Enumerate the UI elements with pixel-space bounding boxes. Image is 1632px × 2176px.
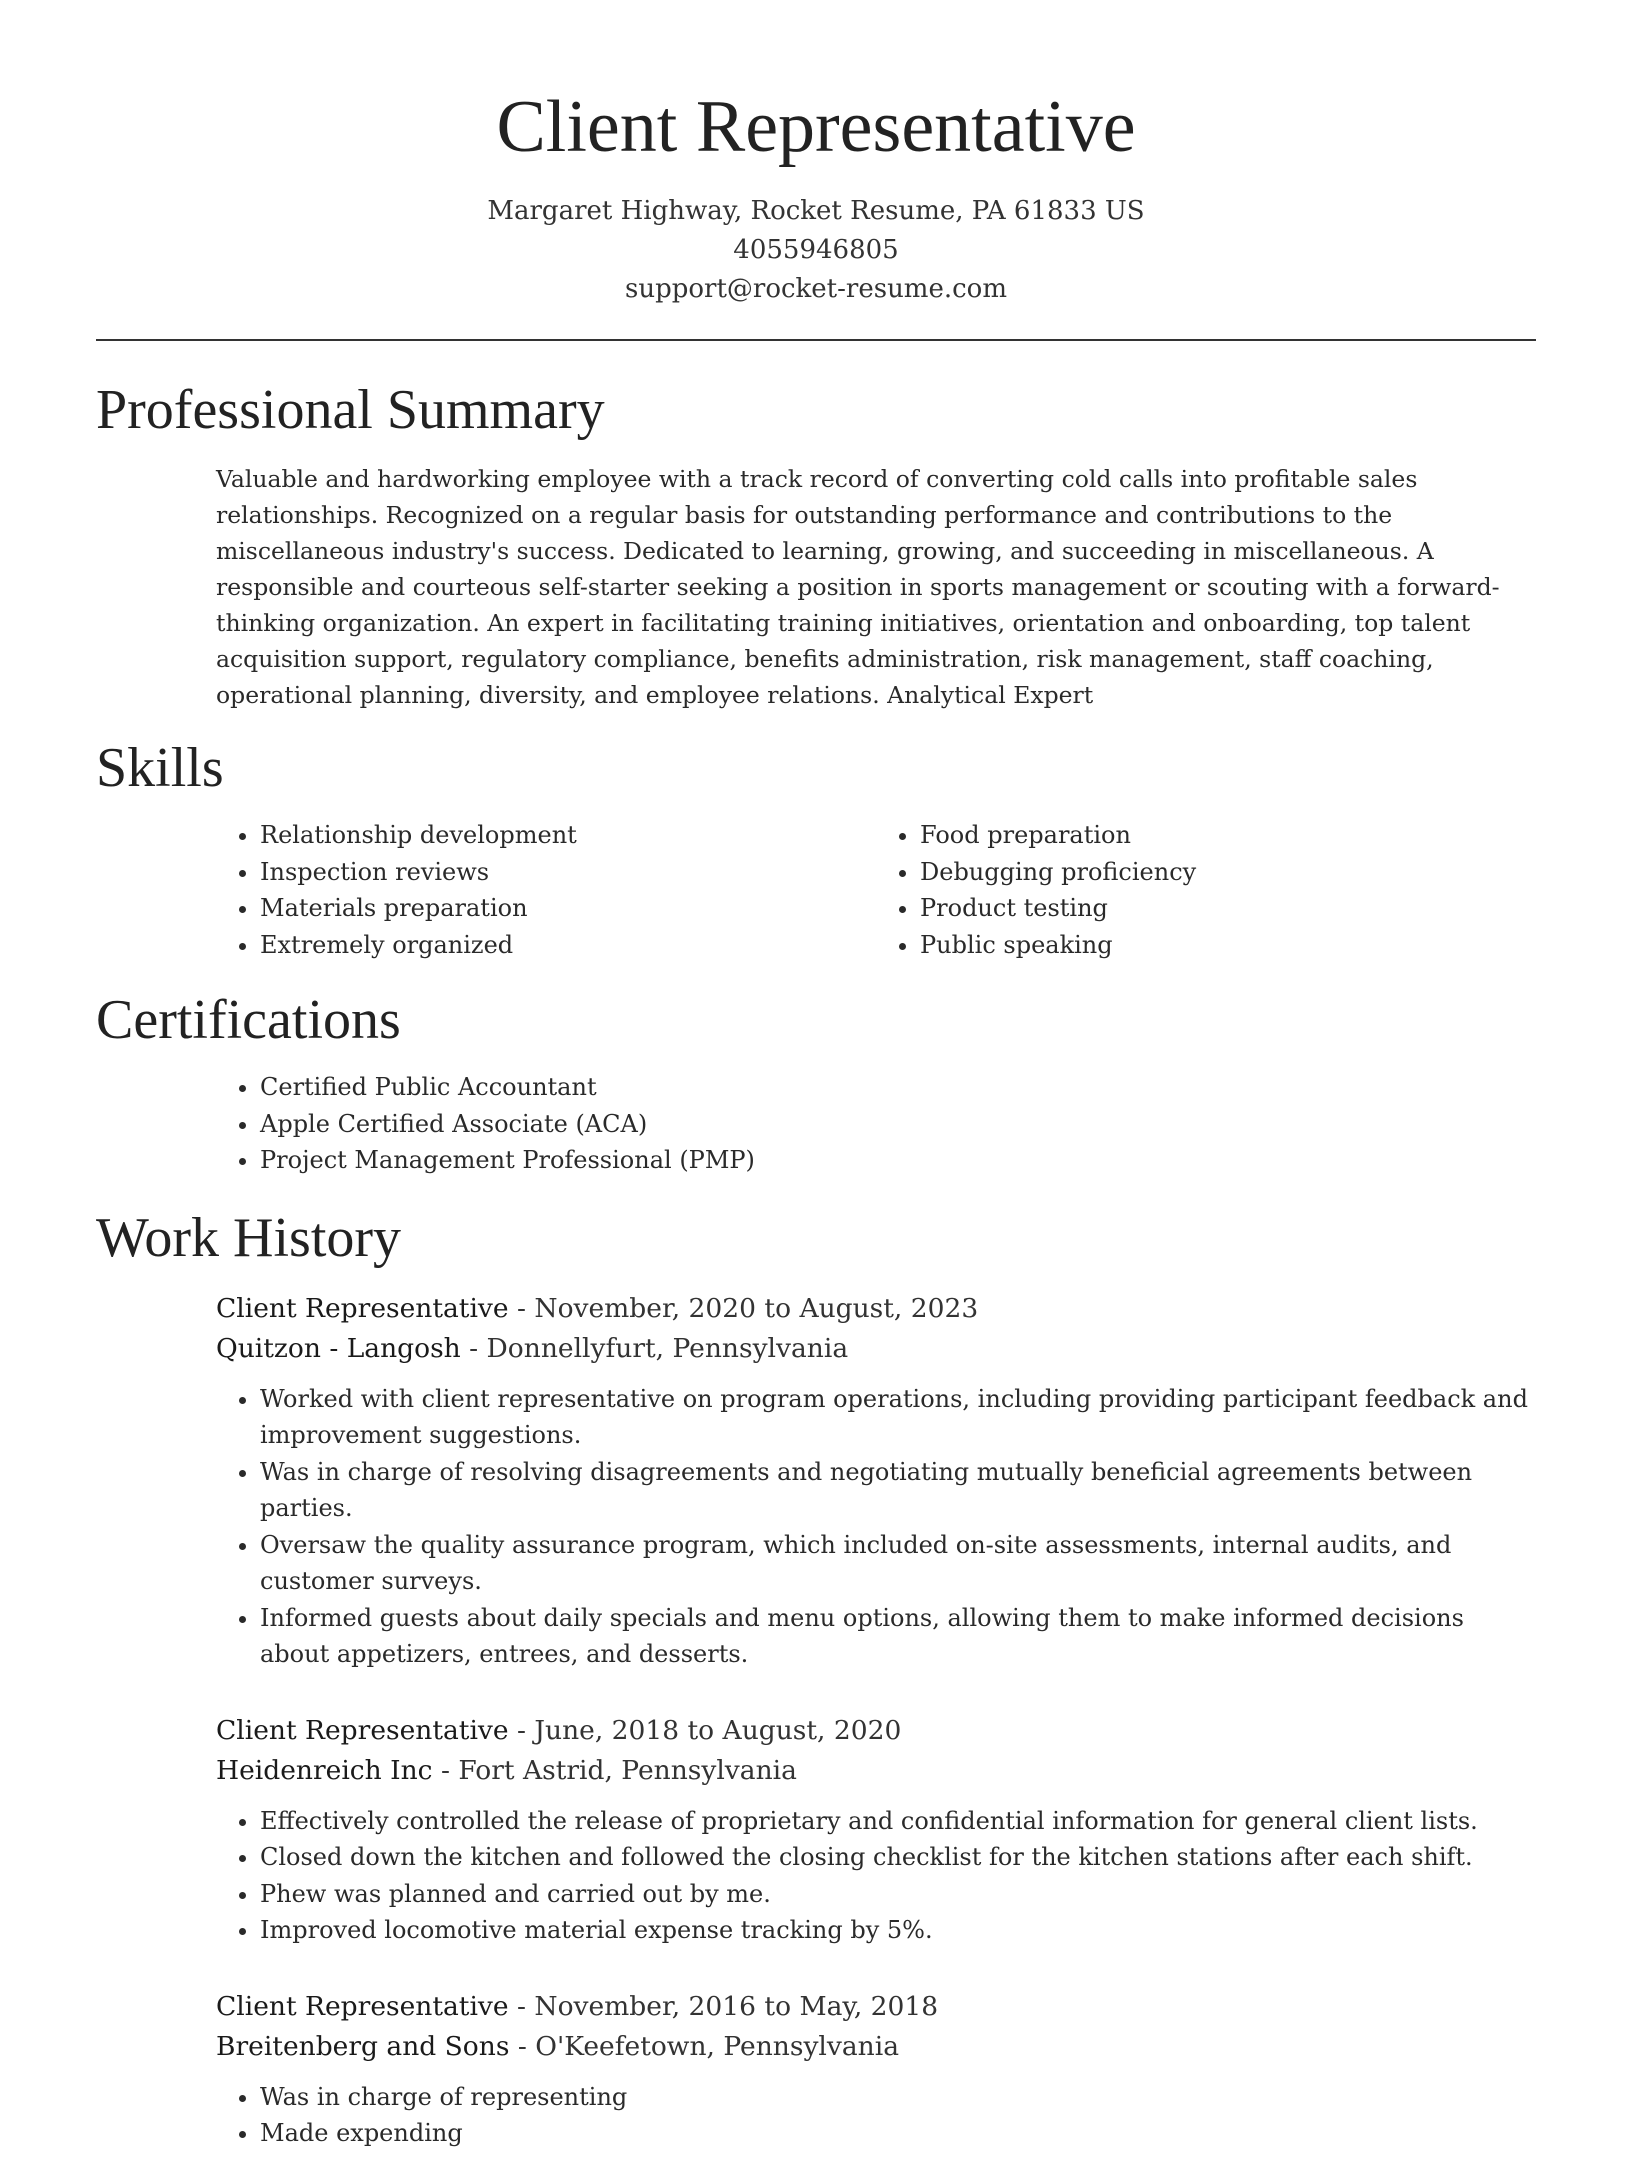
contact-address: Margaret Highway, Rocket Resume, PA 61833 US (487, 196, 1145, 226)
job-bullets (216, 2079, 1536, 2152)
job-dates: - June, 2018 to August, 2020 (508, 1714, 902, 1746)
job-bullet: • Improved locomotive material expense tracking by 5%. (260, 1912, 1536, 1949)
skill-item: • Extremely organized (260, 927, 876, 964)
summary-heading: Professional Summary (96, 379, 605, 441)
skill-item: • Public speaking (920, 927, 1536, 964)
certification-item: • Apple Certified Associate (ACA) (260, 1106, 1536, 1143)
skill-item: • Debugging proficiency (920, 854, 1536, 891)
job-bullet: • Was in charge of resolving disagreements and negotiating mutually beneficial agreements between parties. (260, 1454, 1536, 1527)
job-title-line (216, 1987, 1536, 2027)
job-entry (216, 1289, 1536, 1673)
job-title: Client Representative (216, 1990, 509, 2022)
job-bullet: • Was in charge of representing (260, 2079, 1536, 2116)
skill-item: • Product testing (920, 890, 1536, 927)
job-dates: - November, 2020 to August, 2023 (508, 1292, 979, 1324)
job-bullet: • Oversaw the quality assurance program, which included on-site assessments, internal audits, and customer surveys. (260, 1527, 1536, 1600)
resume-name: Client Representative (496, 86, 1136, 168)
resume-page (96, 0, 1536, 2176)
summary-section (96, 377, 1536, 713)
certifications-heading: Certifications (96, 989, 401, 1051)
header-divider (96, 339, 1536, 341)
skill-item: • Relationship development (260, 817, 876, 854)
job-company-line (216, 2027, 1536, 2067)
certification-item: • Certified Public Accountant (260, 1069, 1536, 1106)
skill-item: • Food preparation (920, 817, 1536, 854)
job-entry (216, 1711, 1536, 1949)
job-bullet: • Informed guests about daily specials and menu options, allowing them to make informed decisions about appetizers, entrees, and desserts. (260, 1600, 1536, 1673)
job-company: Breitenberg and Sons (216, 2030, 510, 2062)
job-title-line (216, 1289, 1536, 1329)
job-bullets (216, 1381, 1536, 1673)
skill-item: • Inspection reviews (260, 854, 876, 891)
certifications-section (96, 987, 1536, 1179)
skills-list-right (876, 817, 1536, 963)
skills-list-left (216, 817, 876, 963)
skills-heading: Skills (96, 737, 224, 799)
skills-section (96, 735, 1536, 963)
job-company-line (216, 1329, 1536, 1369)
job-entry (216, 1987, 1536, 2152)
job-location: - O'Keefetown, Pennsylvania (509, 2030, 900, 2062)
work-history-heading: Work History (96, 1206, 402, 1269)
resume-header (96, 0, 1536, 309)
job-bullet: • Worked with client representative on program operations, including providing participant feedback and improvement suggestions. (260, 1381, 1536, 1454)
job-title: Client Representative (216, 1292, 509, 1324)
job-title: Client Representative (216, 1714, 509, 1746)
job-location: - Donnellyfurt, Pennsylvania (460, 1332, 849, 1364)
job-bullet: • Closed down the kitchen and followed the closing checklist for the kitchen stations after each shift. (260, 1839, 1536, 1876)
job-title-line (216, 1711, 1536, 1751)
work-history-section (96, 1205, 1536, 2152)
certification-item: • Project Management Professional (PMP) (260, 1142, 1536, 1179)
job-bullet: • Made expending (260, 2115, 1536, 2152)
job-company-line (216, 1751, 1536, 1791)
job-dates: - November, 2016 to May, 2018 (508, 1990, 939, 2022)
summary-text: Valuable and hardworking employee with a track record of converting cold calls into profitable sales relationships. Recognized on a regular basis for outstanding performance and contributions to the miscellaneous industry's success. Dedicated to learning, growing, and succeeding in miscellaneous. A responsible and courteous self-starter seeking a position in sports management or scouting with a forward-thinking organization. An expert in facilitating training initiatives, orientation and onboarding, top talent acquisition support, regulatory compliance, benefits administration, risk management, staff coaching, operational planning, diversity, and employee relations. Analytical Expert (216, 465, 1500, 709)
job-bullet: • Phew was planned and carried out by me. (260, 1876, 1536, 1913)
contact-info (96, 192, 1536, 309)
contact-email: support@rocket-resume.com (624, 274, 1007, 304)
job-bullets (216, 1803, 1536, 1949)
job-company: Quitzon - Langosh (216, 1332, 461, 1364)
job-company: Heidenreich Inc (216, 1754, 433, 1786)
contact-phone: 4055946805 (733, 235, 899, 265)
certifications-list (216, 1069, 1536, 1179)
job-location: - Fort Astrid, Pennsylvania (432, 1754, 797, 1786)
job-bullet: • Effectively controlled the release of proprietary and confidential information for general client lists. (260, 1803, 1536, 1840)
skill-item: • Materials preparation (260, 890, 876, 927)
